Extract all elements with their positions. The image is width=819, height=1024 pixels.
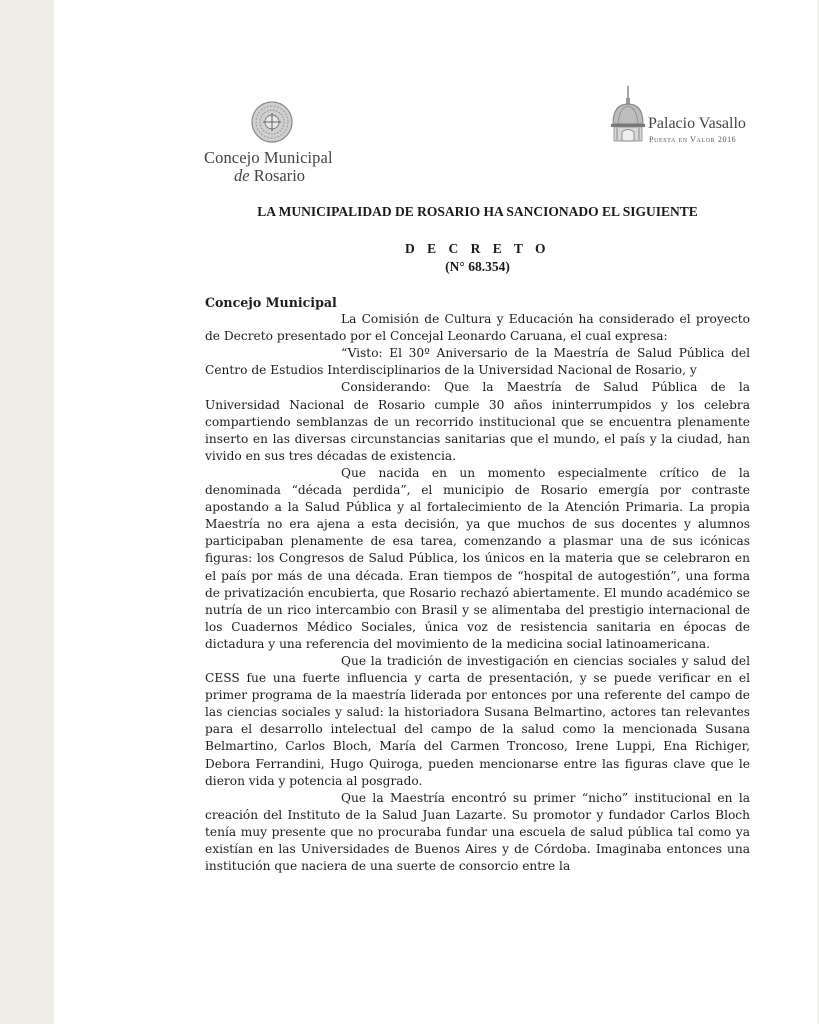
decree-label: D E C R E T O [404,241,551,256]
logo-line-2-italic: de [234,166,250,185]
palacio-vasallo-logo [610,84,760,148]
logo-line-2 [234,166,305,186]
rosette-seal-icon [250,100,294,144]
palacio-vasallo-title: Palacio Vasallo [648,115,746,132]
decree-block [205,240,750,276]
paragraph: Que la tradición de investigación en ciencias sociales y salud del CESS fue una fuerte influencia y carta de presentación, y se puede verificar en el primer programa de la maestría liderada por entonces por una referente del campo de las ciencias sociales y salud: la historiadora Susana Belmartino, actores tan relevantes para el desarrollo intelectual del campo de la salud como la mencionada Susana Belmartino, Carlos Bloch, María del Carmen Troncoso, Irene Luppi, Ena Richiger, Debora Ferrandini, Hugo Quiroga, pueden mencionarse entre las figuras clave que le dieron vida y potencia al posgrado. [205,653,750,788]
logo-line-1: Concejo Municipal [204,148,333,167]
logo-line-2-rest: Rosario [249,166,306,185]
palacio-vasallo-subtitle: Puesta en Valor 2016 [649,135,737,144]
paragraph: Que nacida en un momento especialmente crítico de la denominada “década perdida”, el municipio de Rosario emergía por contraste apostando a la Salud Pública y al fortalecimiento de la Atención Primaria. La propia Maestría no era ajena a esta decisión, ya que muchos de sus docentes y alumnos participaban plenamente de esa tarea, comenzando a plasmar una de sus icónicas figuras: los Congresos de Salud Pública, los únicos en la materia que se celebraron en el país por más de una década. Eran tiempos de “hospital de autogestión”, una forma de privatización encubierta, que Rosario rechazó abiertamente. El mundo académico se nutría de un rico intercambio con Brasil y se alimentaba del prestigio internacional de los Cuadernos Médico Sociales, única voz de resistencia sanitaria en épocas de dictadura y una referencia del movimiento de la medicina social latinoamericana. [205,465,750,651]
concejo-municipal-logo [204,100,344,185]
paragraph: Considerando: Que la Maestría de Salud Pública de la Universidad Nacional de Rosario cumple 30 años ininterrumpidos y los celebra compartiendo semblanzas de un recorrido institucional que se encuentra plenamente inserto en las diversas circunstancias sanitarias que el mundo, el país y la ciudad, han vivido en sus tres décadas de existencia. [205,380,750,463]
document-body [205,294,750,875]
paragraph: “Visto: El 30º Aniversario de la Maestría de Salud Pública del Centro de Estudios Interdisciplinarios de la Universidad Nacional de Rosario, y [205,346,750,378]
viewer-left-margin [0,0,54,1024]
paragraph: La Comisión de Cultura y Educación ha considerado el proyecto de Decreto presentado por el Concejal Leonardo Caruana, el cual expresa: [205,312,750,344]
section-title: Concejo Municipal [205,295,337,310]
palace-dome-icon [610,84,646,146]
decree-number: (N° 68.354) [445,259,510,274]
document-heading: LA MUNICIPALIDAD DE ROSARIO HA SANCIONADO EL SIGUIENTE [257,204,698,219]
paragraph: Que la Maestría encontró su primer “nicho” institucional en la creación del Instituto de la Salud Juan Lazarte. Su promotor y fundador Carlos Bloch tenía muy presente que no procuraba fundar una escuela de salud pública tal como ya existían en las Universidades de Buenos Aires y de Córdoba. Imaginaba entonces una institución que naciera de una suerte de consorcio entre la [205,790,750,874]
